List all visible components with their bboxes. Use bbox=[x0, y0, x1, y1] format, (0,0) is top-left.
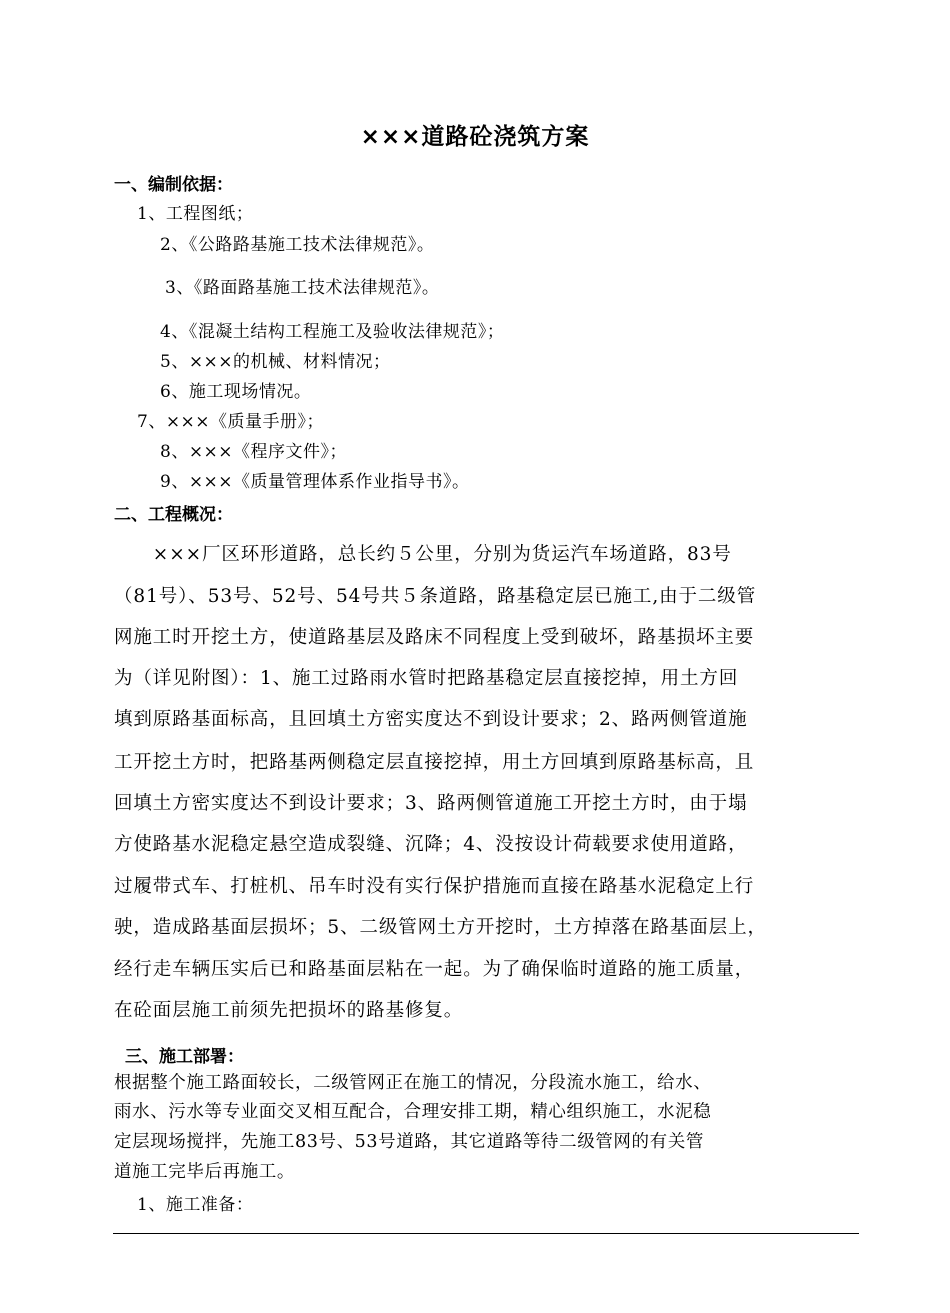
overview-line: 工开挖土方时，把路基两侧稳定层直接挖掉，用土方回填到原路基标高，且 bbox=[114, 752, 755, 773]
basis-item-8: 8、×××《程序文件》； bbox=[160, 442, 348, 462]
overview-line: 过履带式车、打桩机、吊车时没有实行保护措施而直接在路基水泥稳定上行 bbox=[114, 876, 755, 897]
deployment-line: 定层现场搅拌，先施工83号、53号道路，其它道路等待二级管网的有关管 bbox=[114, 1132, 704, 1152]
basis-item-2: 2、《公路路基施工技术法律规范》。 bbox=[160, 235, 435, 255]
overview-line: 驶，造成路基面层损坏；5、二级管网土方开挖时，土方掉落在路基面层上， bbox=[114, 917, 767, 938]
deployment-line: 道施工完毕后再施工。 bbox=[114, 1162, 295, 1182]
overview-line: ×××厂区环形道路，总长约５公里，分别为货运汽车场道路，83号 bbox=[114, 544, 732, 565]
overview-line: 网施工时开挖土方，使道路基层及路床不同程度上受到破坏，路基损坏主要 bbox=[114, 627, 755, 648]
basis-item-5: 5、×××的机械、材料情况； bbox=[160, 352, 391, 372]
basis-item-4: 4、《混凝土结构工程施工及验收法律规范》； bbox=[160, 322, 505, 342]
deployment-subheading: 1、施工准备： bbox=[137, 1195, 254, 1215]
overview-line: 为（详见附图）：1、施工过路雨水管时把路基稳定层直接挖掉，用土方回 bbox=[114, 668, 739, 689]
overview-line: 在砼面层施工前须先把损坏的路基修复。 bbox=[114, 1000, 464, 1021]
section-heading-overview: 二、工程概况： bbox=[114, 505, 233, 525]
overview-line: 回填土方密实度达不到设计要求；3、路两侧管道施工开挖土方时，由于塌 bbox=[114, 793, 748, 814]
basis-item-1: 1、工程图纸； bbox=[137, 204, 254, 224]
overview-line: 方使路基水泥稳定悬空造成裂缝、沉降；4、没按设计荷载要求使用道路， bbox=[114, 834, 748, 855]
deployment-line: 根据整个施工路面较长，二级管网正在施工的情况，分段流水施工，给水、 bbox=[114, 1073, 712, 1093]
basis-item-9: 9、×××《质量管理体系作业指导书》。 bbox=[160, 472, 470, 492]
basis-item-3: 3、《路面路基施工技术法律规范》。 bbox=[165, 278, 440, 298]
section-heading-basis: 一、编制依据： bbox=[114, 175, 233, 195]
footer-divider bbox=[113, 1233, 859, 1234]
overview-line: 经行走车辆压实后已和路基面层粘在一起。为了确保临时道路的施工质量， bbox=[114, 959, 755, 980]
basis-item-6: 6、施工现场情况。 bbox=[160, 382, 312, 402]
overview-line: 填到原路基面标高，且回填土方密实度达不到设计要求；2、路两侧管道施 bbox=[114, 709, 748, 730]
basis-item-7: 7、×××《质量手册》； bbox=[137, 412, 325, 432]
section-heading-deployment: 三、施工部署： bbox=[125, 1047, 244, 1067]
overview-line: （81号）、53号、52号、54号共５条道路，路基稳定层已施工,由于二级管 bbox=[114, 586, 757, 607]
deployment-line: 雨水、污水等专业面交叉相互配合，合理安排工期，精心组织施工，水泥稳 bbox=[114, 1102, 712, 1122]
document-title: ×××道路砼浇筑方案 bbox=[360, 124, 590, 150]
